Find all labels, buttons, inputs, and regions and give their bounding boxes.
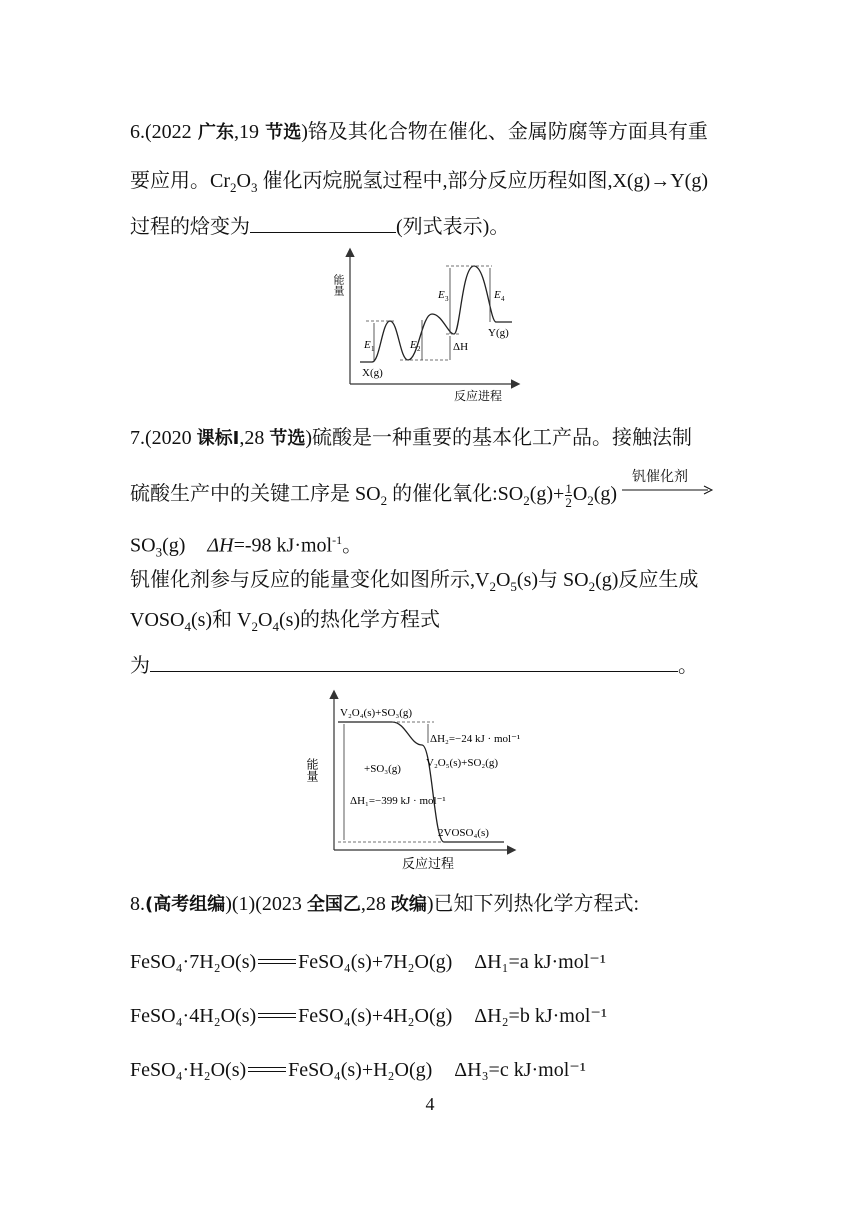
q7-label-dh1: ΔH₁=−399 kJ · mol⁻¹ bbox=[350, 795, 446, 807]
q6-text-3b: (列式表示)。 bbox=[396, 216, 510, 238]
q8-eq2-dh: ΔH₂=b kJ·mol⁻¹ bbox=[474, 1005, 607, 1027]
q6-text-2c: 催化丙烷脱氢过程中,部分反应历程如图,X(g)→Y(g) bbox=[257, 170, 708, 192]
q8-text-1: )已知下列热化学方程式: bbox=[426, 893, 640, 915]
q7-sub-a: 2 bbox=[380, 493, 388, 508]
q7-text-3a: SO bbox=[130, 534, 156, 557]
q7-text-5c: O bbox=[258, 609, 273, 631]
q7-source-open: (2020 bbox=[145, 427, 197, 449]
q7-catalyst-label: 钒催化剂 bbox=[632, 469, 688, 485]
q7-text-3b: (g) bbox=[162, 534, 186, 557]
q6-source-close: ) bbox=[301, 121, 308, 143]
q7-label-bottom-state: 2VOSO₄(s) bbox=[438, 827, 489, 839]
q7-text-6a: 为 bbox=[130, 655, 150, 677]
q7-sub-c: 2 bbox=[587, 493, 594, 508]
svg-text:2: 2 bbox=[417, 345, 421, 353]
q7-catalyst-arrow bbox=[622, 466, 714, 496]
q6-source-open: ( bbox=[145, 121, 152, 143]
q6-text-1: 铬及其化合物在催化、金属防腐等方面具有重 bbox=[307, 121, 708, 143]
q8-eq3-dh: ΔH₃=c kJ·mol⁻¹ bbox=[454, 1059, 586, 1081]
q8-equation-3 bbox=[130, 1056, 586, 1084]
q8-equation-1 bbox=[130, 948, 606, 976]
q6-y-label: 能量 bbox=[332, 274, 344, 296]
q8-number: 8. bbox=[130, 893, 145, 915]
q6-source-mid: ,19 bbox=[233, 121, 259, 143]
q6-answer-blank[interactable] bbox=[250, 210, 396, 233]
q7-line-5: $VOSO_4(s)$和 $V_2O_4(s)$的热化学方程式 bbox=[130, 609, 441, 634]
q6-label-e4: E bbox=[494, 289, 501, 301]
q6-profile-curve bbox=[360, 266, 512, 362]
q7-text-4c: (s)与 SO bbox=[516, 569, 589, 591]
q8-equation-2 bbox=[130, 1002, 607, 1030]
q7-text-5d: (s)的热化学方程式 bbox=[278, 609, 441, 631]
svg-text:1: 1 bbox=[371, 345, 375, 353]
q6-text-2a: 要应用。Cr bbox=[130, 170, 230, 192]
q7-text-2b: 的催化氧化:SO bbox=[387, 483, 524, 505]
q7-text-4d: (g)反应生成 bbox=[595, 569, 699, 591]
q6-sub-3: 3 bbox=[250, 180, 258, 195]
q8-eq2-right: FeSO₄(s)+4H₂O(g) bbox=[298, 1005, 453, 1027]
q8-eq3-left: FeSO₄·H₂O(s) bbox=[130, 1059, 247, 1081]
svg-text:4: 4 bbox=[501, 295, 505, 303]
q6-label-dh: ΔH bbox=[453, 341, 469, 353]
q7-arrow-icon bbox=[622, 484, 714, 496]
q6-source-tag: 节选 bbox=[258, 122, 302, 143]
q7-label-top-state: V₂O₄(s)+SO₃(g) bbox=[340, 707, 413, 719]
q7-number: 7. bbox=[130, 427, 145, 449]
q6-text-2b: O bbox=[236, 170, 251, 192]
q6-text-3a: 过程的焓变为 bbox=[130, 216, 250, 238]
q8-source-rest: )(1)(2023 bbox=[225, 893, 307, 915]
q6-label-e3: E bbox=[438, 289, 445, 301]
q8-eq1-dh: ΔH₁=a kJ·mol⁻¹ bbox=[474, 951, 606, 973]
q7-text-2a: 硫酸生产中的关键工序是 SO bbox=[130, 483, 381, 505]
q7-text-4a: 钒催化剂参与反应的能量变化如图所示,V bbox=[130, 569, 490, 591]
q7-source-tag: 节选 bbox=[269, 428, 306, 449]
q6-label-e2: E bbox=[410, 339, 417, 351]
q6-x-label: 反应进程 bbox=[454, 389, 503, 403]
q7-sub-b: 2 bbox=[523, 493, 530, 508]
q6-label-x: X(g) bbox=[362, 367, 383, 379]
q7-x-label: 反应过程 bbox=[402, 856, 455, 871]
q7-frac-den: 2 bbox=[565, 494, 572, 510]
q7-source-close: ) bbox=[305, 427, 313, 449]
q6-line-1 bbox=[130, 118, 708, 147]
q7-line-6 bbox=[130, 649, 698, 680]
page-number: 4 bbox=[425, 1094, 435, 1114]
q7-y-label: 能量 bbox=[305, 758, 319, 782]
q8-source-tag: (高考组编 bbox=[145, 894, 226, 915]
q6-number: 6. bbox=[130, 121, 145, 143]
q7-label-mid-state: V₂O₅(s)+SO₂(g) bbox=[426, 757, 499, 769]
q7-label-plus-so3: +SO₃(g) bbox=[364, 763, 401, 775]
q6-sub-2: 2 bbox=[230, 180, 237, 195]
q7-text-3d: =-98 kJ·mol bbox=[233, 534, 333, 557]
q8-line-1 bbox=[130, 890, 639, 919]
q7-text-3f: 。 bbox=[342, 534, 363, 557]
q7-line-4: 钒催化剂参与反应的能量变化如图所示$,V_2O_5(s)$与 $SO_2(g)$反应生成 bbox=[130, 569, 699, 594]
q8-eq2-left: FeSO₄·4H₂O(s) bbox=[130, 1005, 257, 1027]
q7-line-3 bbox=[130, 526, 362, 567]
q8-source-rest2: ,28 bbox=[360, 893, 391, 915]
q7-sub-d: 3 bbox=[155, 544, 163, 560]
q8-eq1-right: FeSO₄(s)+7H₂O(g) bbox=[298, 951, 453, 973]
q6-source-region: 广东 bbox=[191, 122, 234, 143]
q7-line-1 bbox=[130, 424, 692, 453]
q6-label-y: Y(g) bbox=[488, 327, 509, 339]
q8-eq3-equals bbox=[248, 1066, 286, 1076]
q7-label-dh2: ΔH₂=−24 kJ · mol⁻¹ bbox=[430, 733, 521, 745]
q7-fraction bbox=[565, 482, 572, 509]
q7-text-4b: O bbox=[495, 569, 511, 591]
q7-text-2d: O bbox=[572, 483, 588, 505]
q8-source-region: 全国乙 bbox=[306, 894, 361, 915]
q7-line-2 bbox=[130, 480, 617, 515]
q8-eq1-left: FeSO₄·7H₂O(s) bbox=[130, 951, 257, 973]
q7-source-mid: ,28 bbox=[239, 427, 270, 449]
q7-text-6b: 。 bbox=[678, 655, 698, 677]
q7-text-5b: (s)和 V bbox=[190, 609, 252, 631]
q6-label-e1: E bbox=[364, 339, 371, 351]
q6-line-2 bbox=[130, 167, 708, 202]
q8-eq1-equals bbox=[258, 958, 296, 968]
q7-text-3e: -1 bbox=[332, 533, 343, 547]
q7-text-1: 硫酸是一种重要的基本化工产品。接触法制 bbox=[312, 427, 693, 449]
q7-text-5a: VOSO bbox=[130, 609, 185, 631]
q7-energy-diagram bbox=[305, 688, 550, 874]
q6-energy-diagram bbox=[332, 244, 526, 404]
q7-text-3c: ΔH bbox=[207, 534, 234, 557]
svg-text:3: 3 bbox=[445, 295, 449, 303]
q6-line-3 bbox=[130, 210, 509, 241]
q7-text-2e: (g) bbox=[593, 483, 618, 505]
q7-frac-num: 1 bbox=[565, 480, 572, 496]
q7-answer-blank[interactable] bbox=[150, 649, 678, 672]
q7-source-region: 课标Ⅰ bbox=[196, 428, 240, 449]
q8-eq2-equals bbox=[258, 1012, 296, 1022]
q6-source-year: 2022 bbox=[151, 121, 192, 143]
q8-source-tag2: 改编 bbox=[390, 894, 427, 915]
q8-eq3-right: FeSO₄(s)+H₂O(g) bbox=[288, 1059, 433, 1081]
q7-text-2c: (g)+ bbox=[529, 483, 565, 505]
